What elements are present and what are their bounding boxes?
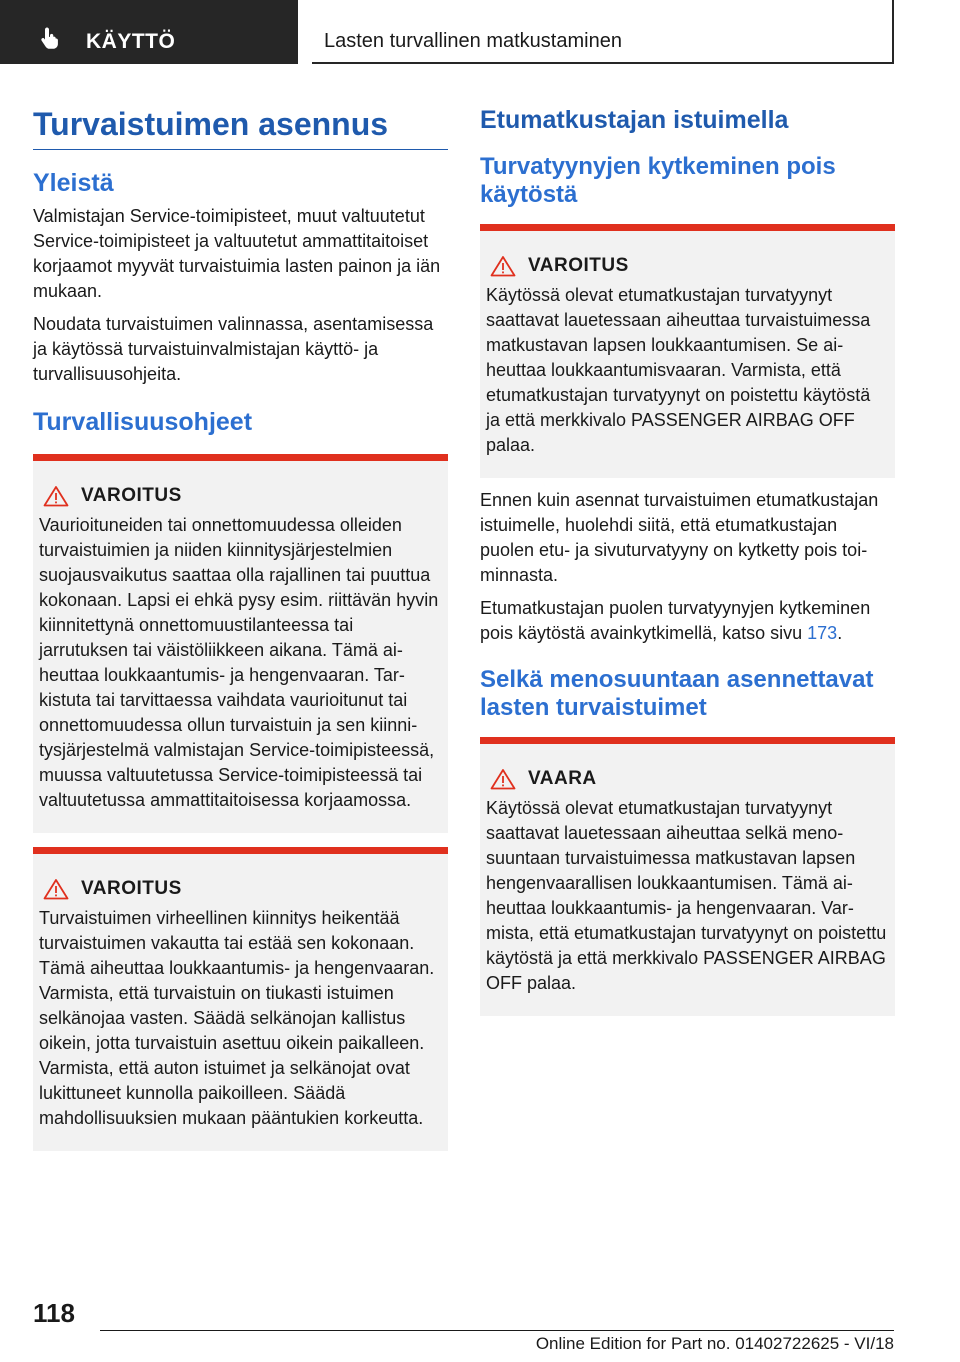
airbag-paragraph-2-text: Etumatkustajan puolen turvatyynyjen kytkeminen pois käytöstä avainkytkimellä, katso sivu [480, 598, 871, 644]
page-title: Turvaistuimen asennus [33, 106, 448, 150]
hand-pointer-icon [40, 26, 62, 50]
footer-divider [100, 1330, 894, 1331]
general-heading: Yleistä [33, 169, 114, 197]
passenger-seat-title: Etumatkustajan istuimella [480, 106, 789, 134]
page-reference-link[interactable]: 173 [807, 623, 838, 644]
warning-box-1 [33, 454, 448, 833]
warning-box-2-title: VAROITUS [81, 878, 182, 899]
airbag-paragraph-1: Ennen kuin asennat turvaistuimen etumatkustajan istuimelle, huolehdi siitä, että etumatkustajan puolen etu- ja sivuturvatyyny on kytketty pois toiminnasta. [480, 490, 879, 586]
warning-triangle-icon [490, 255, 516, 277]
section-label: KÄYTTÖ [86, 30, 176, 53]
danger-box-text: Käytössä olevat etumatkustajan turvatyynyt saattavat lauetessaan aiheuttaa selkä menosuuntaan turvaistuimessa matkustavan lapsen hengenvaarallisen loukkaantumisen. Tämä aiheuttaa loukkaantumis- ja hengenvaaran. Varmista, että etumatkustajan turvatyynyt on poistettu käytöstä ja että merkkivalo PASSENGER AIRBAG OFF palaa. [486, 798, 887, 994]
warning-box-1-text: Vaurioituneiden tai onnettomuudessa olleiden turvaistuimien ja niiden kiinnitysjärjestelmien suojausvaikutus saattaa olla rajallinen tai puuttua kokonaan. Lapsi ei ehkä pysy esim. riittävän hyvin kiinnitettynä onnettomuustilanteessa tai jarrutuksen tai väistöliikkeen aikana. Tämä aiheuttaa loukkaantumis- ja hengenvaaran. Tarkistuta tai tarvittaessa vaihdata vaurioitunut tai onnettomuudessa ollun turvaistuin ja sen kiinnitysjärjestelmä valmistajan Service-toimipisteessä, muussa valtuutetussa Service-toimipisteessä tai valtuutetussa ammattitaitoisessa korjaamossa. [39, 515, 439, 810]
warning-box-1-header [43, 485, 440, 507]
general-paragraph-2: Noudata turvaistuimen valinnassa, asentamisessa ja käytössä turvaistuinvalmistajan käyttö- ja turvallisuusohjeita. [33, 313, 434, 384]
section-tab [0, 0, 298, 64]
danger-box-header [490, 768, 887, 790]
safety-heading: Turvallisuusohjeet [33, 407, 253, 436]
danger-box [480, 737, 895, 1016]
airbag-paragraph-2 [480, 596, 895, 646]
chapter-header [312, 0, 894, 64]
warning-triangle-icon [43, 878, 69, 900]
chapter-title: Lasten turvallinen matkustaminen [324, 30, 622, 52]
right-column [480, 96, 895, 1016]
warning-triangle-icon [43, 485, 69, 507]
rear-facing-heading: Selkä menosuuntaan asennettavat lasten turvaistuimet [480, 666, 874, 721]
warning-box-3-title: VAROITUS [528, 255, 629, 277]
edition-note: Online Edition for Part no. 01402722625 - VI/18 [535, 1334, 894, 1353]
airbag-deactivation-heading: Turvatyynyjen kytkeminen pois käytöstä [480, 153, 836, 208]
warning-triangle-icon [490, 768, 516, 790]
warning-box-3-header [490, 255, 887, 277]
warning-box-3-text: Käytössä olevat etumatkustajan turvatyynyt saattavat lauetessaan aiheuttaa turvaistuimessa matkustavan lapsen loukkaantumisen. Se aiheuttaa loukkaantumisvaaran. Varmista, että etumatkustajan turvatyynyt on poistettu käytöstä ja että merkkivalo PASSENGER AIRBAG OFF palaa. [486, 285, 871, 456]
general-paragraph-1: Valmistajan Service-toimipisteet, muut valtuutetut Service-toimipisteet ja valtuutetut ammattitaitoiset korjaamot myyvät turvaistuimia lasten painon ja iän mukaan. [33, 205, 441, 301]
warning-box-2-header [43, 878, 440, 900]
warning-box-2-text: Turvaistuimen virheellinen kiinnitys heikentää turvaistuimen vakautta tai estää sen kokonaan. Tämä aiheuttaa loukkaantumis- ja hengenvaaran. Varmista, että turvaistuin on tiukasti istuimen selkänojaa vasten. Säädä selkänojan kallistus oikein, jotta turvaistuin asettuu oikein paikalleen. Varmista, että auton istuimet ja selkänojat ovat lukittuneet kunnolla paikoilleen. Säädä mahdollisuuksien mukaan pääntukien korkeutta. [39, 908, 435, 1128]
left-column [33, 96, 448, 1151]
warning-box-3 [480, 224, 895, 478]
danger-box-title: VAARA [528, 768, 597, 790]
warning-box-1-title: VAROITUS [81, 485, 182, 506]
airbag-paragraph-2-end: . [837, 623, 843, 644]
page-number: 118 [33, 1298, 75, 1328]
warning-box-2 [33, 847, 448, 1151]
